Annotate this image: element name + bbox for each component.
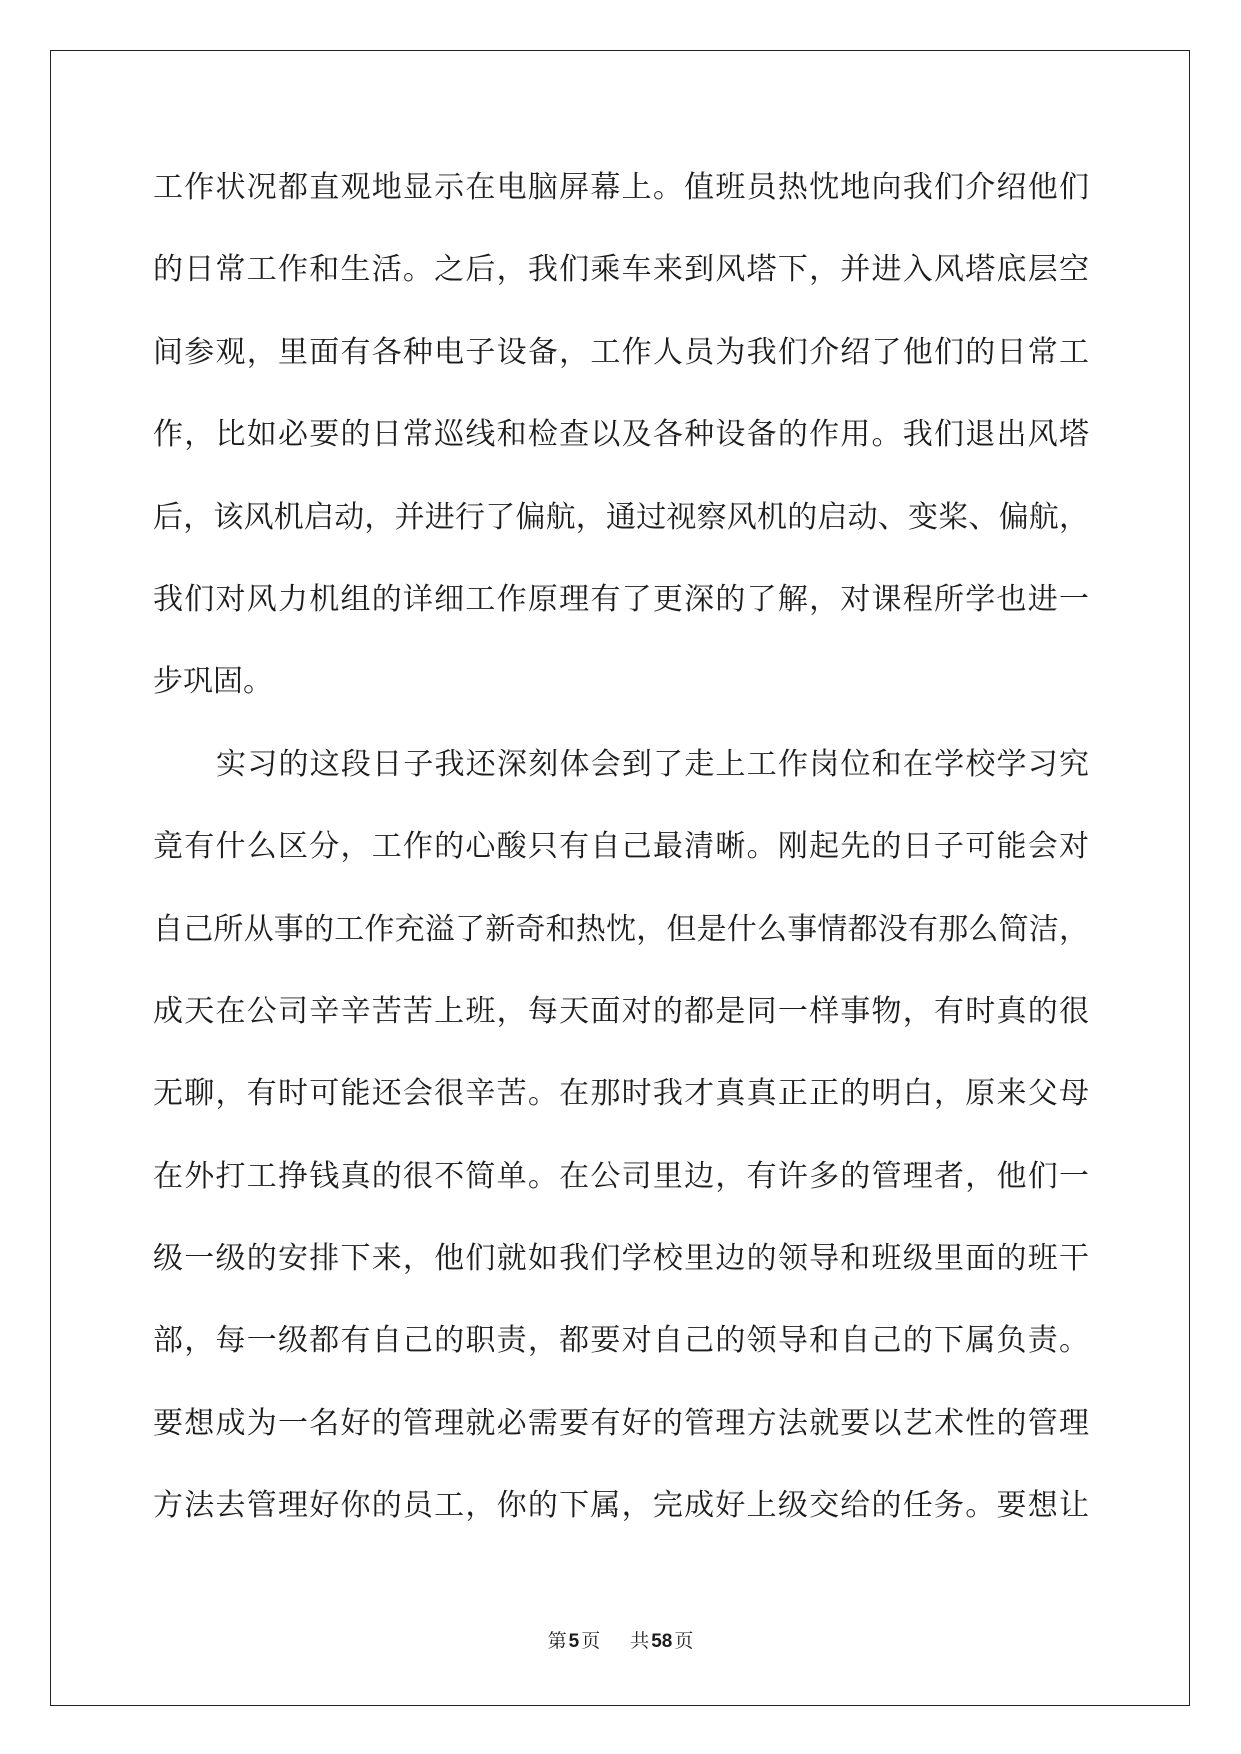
text-line: 我们对风力机组的详细工作原理有了更深的了解，对课程所学也进一: [153, 581, 1089, 617]
text-line: 步巩固。: [153, 664, 273, 700]
text-line: 要想成为一名好的管理就必需要有好的管理方法就要以艺术性的管理: [153, 1405, 1089, 1441]
text-line: 部，每一级都有自己的职责，都要对自己的领导和自己的下属负责。: [153, 1323, 1089, 1359]
page-number-prefix: 第: [547, 1630, 567, 1652]
text-line: 成天在公司辛辛苦苦上班，每天面对的都是同一样事物，有时真的很: [153, 993, 1089, 1029]
text-line: 后，该风机启动，并进行了偏航，通过视察风机的启动、变桨、偏航，: [153, 499, 1089, 535]
page-footer: [0, 1626, 1241, 1657]
text-line: 作，比如必要的日常巡线和检查以及各种设备的作用。我们退出风塔: [153, 417, 1089, 453]
text-line: 工作状况都直观地显示在电脑屏幕上。值班员热忱地向我们介绍他们: [153, 170, 1089, 205]
text-line: 在外打工挣钱真的很不简单。在公司里边，有许多的管理者，他们一: [153, 1158, 1089, 1194]
text-line: 自己所从事的工作充溢了新奇和热忱，但是什么事情都没有那么简洁，: [153, 911, 1089, 947]
text-line: 竟有什么区分，工作的心酸只有自己最清晰。刚起先的日子可能会对: [153, 829, 1089, 865]
document-body: [153, 147, 1089, 1548]
paragraph: [153, 147, 1089, 724]
total-pages: 58: [651, 1631, 673, 1652]
text-line: 方法去管理好你的员工，你的下属，完成好上级交给的任务。要想让: [153, 1488, 1089, 1524]
text-line: 的日常工作和生活。之后，我们乘车来到风塔下，并进入风塔底层空: [153, 252, 1089, 288]
text-line: 级一级的安排下来，他们就如我们学校里边的领导和班级里面的班干: [153, 1241, 1089, 1277]
total-pages-prefix: 共: [630, 1630, 650, 1652]
text-line: 无聊，有时可能还会很辛苦。在那时我才真真正正的明白，原来父母: [153, 1076, 1089, 1112]
total-pages-suffix: 页: [674, 1630, 694, 1652]
text-line: 间参观，里面有各种电子设备，工作人员为我们介绍了他们的日常工: [153, 334, 1089, 370]
page-number-suffix: 页: [581, 1630, 601, 1652]
paragraph: [153, 724, 1089, 1548]
page-number: 5: [568, 1631, 580, 1652]
text-line: 实习的这段日子我还深刻体会到了走上工作岗位和在学校学习究: [216, 746, 1089, 782]
